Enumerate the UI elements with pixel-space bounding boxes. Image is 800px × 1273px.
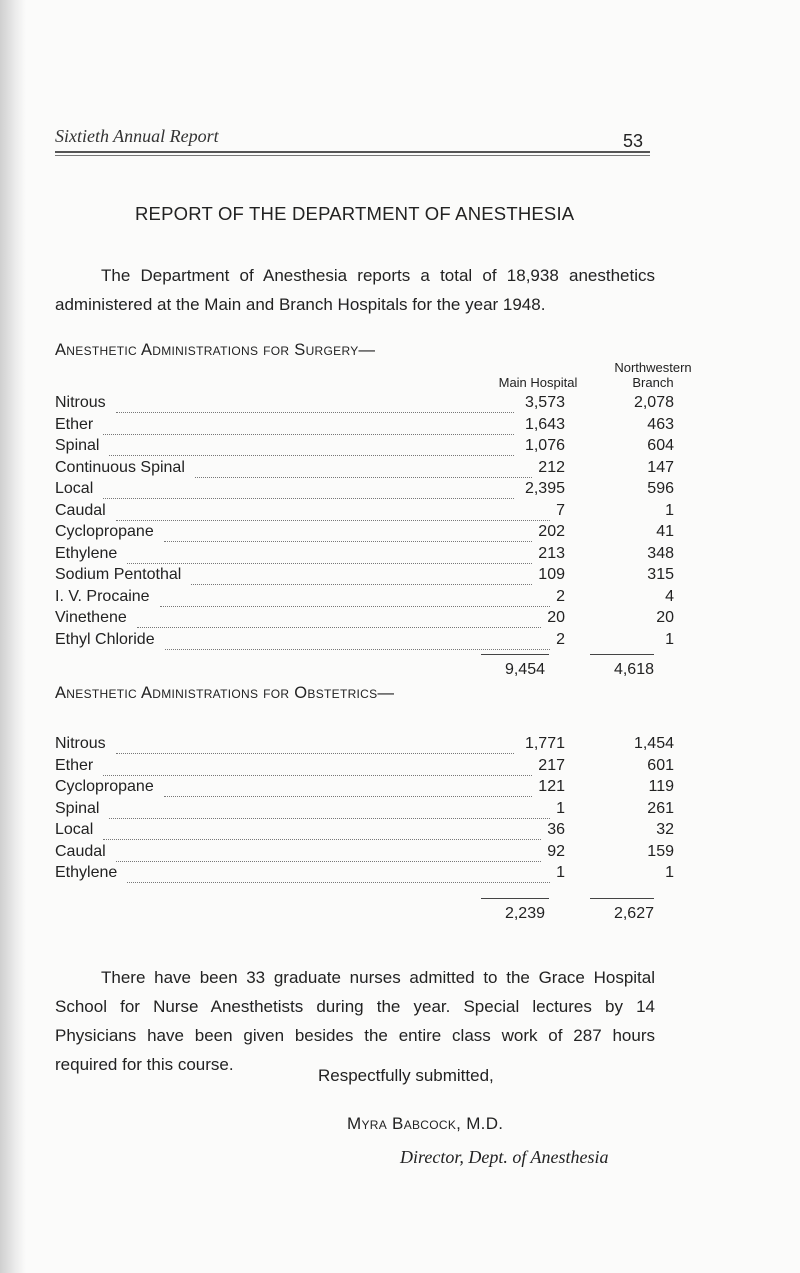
obstetrics-total-rule-nw xyxy=(590,898,654,899)
table-row xyxy=(55,842,674,865)
table-row xyxy=(55,415,674,438)
dot-leader xyxy=(116,392,514,413)
main-hospital-value: 121 xyxy=(538,778,565,795)
northwestern-value: 32 xyxy=(656,821,674,838)
row-label: Ethylene xyxy=(55,864,118,881)
main-hospital-value: 3,573 xyxy=(524,394,565,411)
main-hospital-value: 1,771 xyxy=(524,735,565,752)
dot-leader xyxy=(103,414,514,435)
northwestern-value: 1 xyxy=(665,501,674,519)
main-hospital-value: 202 xyxy=(538,523,565,540)
dot-leader xyxy=(137,607,541,628)
table-row xyxy=(55,480,674,502)
running-head: Sixtieth Annual Report xyxy=(55,126,219,146)
table-row xyxy=(55,630,674,653)
signatory-title: Director, Dept. of Anesthesia xyxy=(400,1147,609,1167)
obstetrics-heading: Anesthetic Administrations for Obstetrics— xyxy=(55,684,395,702)
row-label: Local xyxy=(55,480,94,497)
surgery-total-rule-nw xyxy=(590,654,654,655)
dot-leader xyxy=(103,755,532,776)
row-label: Continuous Spinal xyxy=(55,458,185,476)
main-hospital-value: 7 xyxy=(556,501,565,519)
northwestern-value: 41 xyxy=(656,523,674,540)
row-label: Ether xyxy=(55,756,94,774)
table-row xyxy=(55,609,674,631)
main-hospital-value: 1,076 xyxy=(524,437,565,454)
report-title: REPORT OF THE DEPARTMENT OF ANESTHESIA xyxy=(135,203,575,224)
column-header-northwestern-line1: Northwestern xyxy=(614,360,692,375)
northwestern-value: 1 xyxy=(665,864,674,881)
dot-leader xyxy=(116,733,514,754)
dot-leader xyxy=(195,457,532,478)
table-row xyxy=(55,501,674,524)
page-edge-shadow xyxy=(0,0,26,1273)
column-header-main-hospital: Main Hospital xyxy=(498,375,578,390)
northwestern-value: 1 xyxy=(665,630,674,648)
salutation: Respectfully submitted, xyxy=(318,1066,494,1085)
main-hospital-value: 2,395 xyxy=(524,480,565,497)
surgery-total-main: 9,454 xyxy=(504,661,545,678)
row-label: Cyclopropane xyxy=(55,778,154,795)
northwestern-value: 596 xyxy=(647,480,674,497)
table-row xyxy=(55,778,674,800)
main-hospital-value: 109 xyxy=(538,566,565,583)
obstetrics-total-main: 2,239 xyxy=(504,905,545,922)
surgery-table xyxy=(55,394,674,652)
dot-leader xyxy=(109,435,514,456)
obstetrics-table xyxy=(55,735,674,886)
closing-paragraph: There have been 33 graduate nurses admitted to the Grace Hospital School for Nurse Anesthetists during the year. Special lectures by 14 Physicians have been given besides the entire class work of 287 hours required for this course. xyxy=(55,968,655,1074)
table-row xyxy=(55,756,674,779)
table-row xyxy=(55,437,674,459)
dot-leader xyxy=(164,776,532,797)
northwestern-value: 601 xyxy=(647,756,674,774)
northwestern-value: 604 xyxy=(647,437,674,454)
main-hospital-value: 20 xyxy=(547,609,565,626)
main-hospital-value: 212 xyxy=(538,458,565,476)
row-label: Cyclopropane xyxy=(55,523,154,540)
row-label: I. V. Procaine xyxy=(55,587,150,605)
row-label: Caudal xyxy=(55,842,106,860)
northwestern-value: 2,078 xyxy=(633,394,674,411)
surgery-heading: Anesthetic Administrations for Surgery— xyxy=(55,341,376,359)
row-label: Nitrous xyxy=(55,394,106,411)
obstetrics-total-rule-main xyxy=(481,898,549,899)
northwestern-value: 119 xyxy=(648,778,674,795)
dot-leader xyxy=(103,478,514,499)
northwestern-value: 1,454 xyxy=(633,735,674,752)
northwestern-value: 348 xyxy=(647,544,674,562)
main-hospital-value: 2 xyxy=(556,587,565,605)
row-label: Spinal xyxy=(55,799,100,817)
dot-leader xyxy=(103,819,541,840)
column-header-northwestern-line2: Branch xyxy=(632,375,674,390)
northwestern-value: 4 xyxy=(665,587,674,605)
northwestern-value: 315 xyxy=(647,566,674,583)
dot-leader xyxy=(191,564,532,585)
row-label: Spinal xyxy=(55,437,100,454)
page-number: 53 xyxy=(623,131,644,151)
header-rule xyxy=(55,151,650,153)
dot-leader xyxy=(116,841,541,862)
row-label: Ether xyxy=(55,415,94,433)
dot-leader xyxy=(164,521,532,542)
table-row xyxy=(55,821,674,843)
main-hospital-value: 92 xyxy=(547,842,565,860)
table-row xyxy=(55,735,674,757)
main-hospital-value: 1,643 xyxy=(524,415,565,433)
row-label: Caudal xyxy=(55,501,106,519)
intro-paragraph: The Department of Anesthesia reports a total of 18,938 anesthetics administered at the Main and Branch Hospitals for the year 1948. xyxy=(55,266,655,314)
main-hospital-value: 1 xyxy=(556,799,565,817)
northwestern-value: 159 xyxy=(647,842,674,860)
row-label: Sodium Pentothal xyxy=(55,566,182,583)
surgery-total-northwestern: 4,618 xyxy=(613,661,654,678)
northwestern-value: 20 xyxy=(656,609,674,626)
table-row xyxy=(55,458,674,481)
column-header-northwestern xyxy=(578,360,728,390)
signatory-name: Myra Babcock, M.D. xyxy=(347,1114,504,1133)
main-hospital-value: 36 xyxy=(547,821,565,838)
table-row xyxy=(55,394,674,416)
row-label: Local xyxy=(55,821,94,838)
obstetrics-total-northwestern: 2,627 xyxy=(613,905,654,922)
table-row xyxy=(55,864,674,886)
northwestern-value: 463 xyxy=(647,415,674,433)
table-row xyxy=(55,799,674,822)
main-hospital-value: 1 xyxy=(556,864,565,881)
table-row xyxy=(55,523,674,545)
row-label: Ethylene xyxy=(55,544,118,562)
main-hospital-value: 2 xyxy=(556,630,565,648)
main-hospital-value: 213 xyxy=(538,544,565,562)
header-rule-thin xyxy=(55,155,650,156)
table-row xyxy=(55,544,674,567)
row-label: Vinethene xyxy=(55,609,127,626)
main-hospital-value: 217 xyxy=(538,756,565,774)
dot-leader xyxy=(127,543,532,564)
table-row xyxy=(55,566,674,588)
dot-leader xyxy=(109,798,550,819)
surgery-total-rule-main xyxy=(481,654,549,655)
row-label: Nitrous xyxy=(55,735,106,752)
northwestern-value: 261 xyxy=(647,799,674,817)
row-label: Ethyl Chloride xyxy=(55,630,155,648)
table-row xyxy=(55,587,674,610)
northwestern-value: 147 xyxy=(647,458,674,476)
